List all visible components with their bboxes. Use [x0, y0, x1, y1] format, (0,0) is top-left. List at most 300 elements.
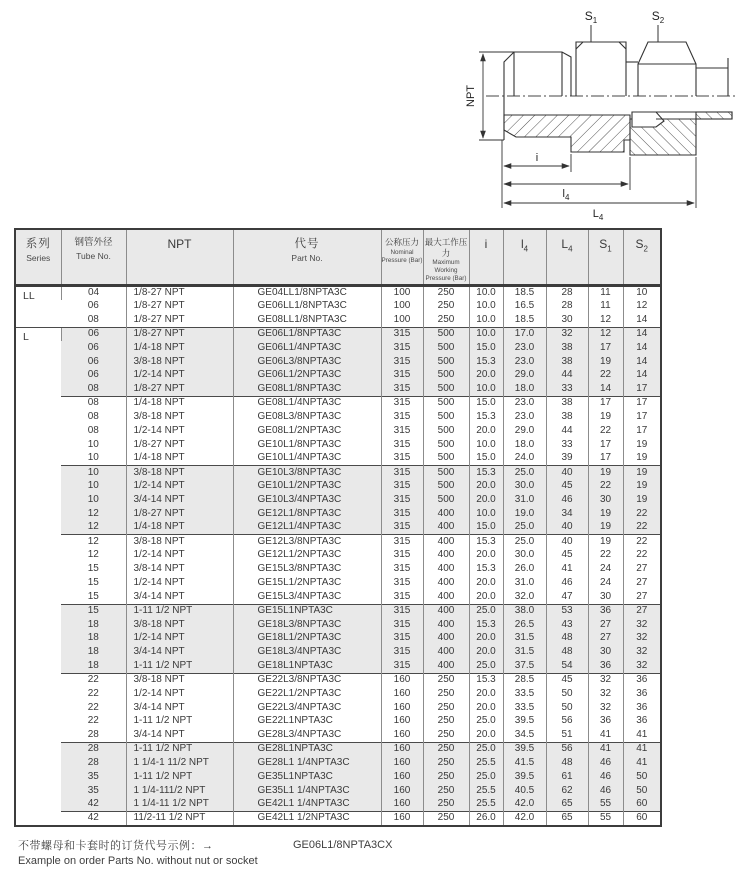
cell-tube-no: 18 — [61, 659, 126, 673]
table-row — [15, 659, 661, 673]
cell-s1: 22 — [588, 424, 623, 438]
cell-nominal-pressure: 315 — [381, 576, 423, 590]
table-row — [15, 701, 661, 715]
table-row — [15, 756, 661, 770]
cell-tube-no: 08 — [61, 383, 126, 397]
nut-s2-outline — [638, 42, 696, 96]
table-row — [15, 452, 661, 466]
cell-npt-thread: 1/8-27 NPT — [126, 507, 233, 521]
cell-l4-upper: 50 — [546, 687, 588, 701]
cell-i: 20.0 — [469, 590, 503, 604]
cell-npt-thread: 1-11 1/2 NPT — [126, 715, 233, 729]
cell-max-working-pressure: 500 — [423, 396, 469, 410]
cell-npt-thread: 1/2-14 NPT — [126, 576, 233, 590]
cell-tube-no: 04 — [61, 286, 126, 300]
cell-l4-upper: 43 — [546, 618, 588, 632]
cell-s2: 41 — [623, 756, 661, 770]
cell-max-working-pressure: 250 — [423, 756, 469, 770]
cell-s1: 19 — [588, 410, 623, 424]
cell-s2: 22 — [623, 549, 661, 563]
cell-npt-thread: 3/8-14 NPT — [126, 563, 233, 577]
cell-npt-thread: 1/4-18 NPT — [126, 452, 233, 466]
cell-nominal-pressure: 315 — [381, 493, 423, 507]
npt-label: NPT — [465, 85, 477, 107]
cell-l4-lower: 31.5 — [503, 646, 546, 660]
cell-l4-upper: 61 — [546, 770, 588, 784]
cell-l4-lower: 24.0 — [503, 452, 546, 466]
cell-l4-upper: 50 — [546, 701, 588, 715]
table-row — [15, 521, 661, 535]
cell-npt-thread: 1/2-14 NPT — [126, 479, 233, 493]
cell-part-no: GE18L1/2NPTA3C — [233, 632, 381, 646]
cell-npt-thread: 3/4-14 NPT — [126, 729, 233, 743]
cell-s1: 17 — [588, 341, 623, 355]
cell-nominal-pressure: 315 — [381, 549, 423, 563]
cell-l4-lower: 39.5 — [503, 743, 546, 757]
cell-part-no: GE42L1 1/2NPTA3C — [233, 812, 381, 826]
cell-max-working-pressure: 500 — [423, 452, 469, 466]
cell-l4-upper: 65 — [546, 798, 588, 812]
cell-i: 25.5 — [469, 756, 503, 770]
cell-s1: 14 — [588, 383, 623, 397]
cell-s2: 36 — [623, 687, 661, 701]
cell-tube-no: 18 — [61, 646, 126, 660]
cell-max-working-pressure: 400 — [423, 563, 469, 577]
cell-i: 10.0 — [469, 313, 503, 327]
table-row — [15, 286, 661, 300]
cell-max-working-pressure: 500 — [423, 355, 469, 369]
cell-max-working-pressure: 250 — [423, 300, 469, 314]
cell-s2: 19 — [623, 452, 661, 466]
cell-s1: 55 — [588, 812, 623, 826]
cell-npt-thread: 1/8-27 NPT — [126, 300, 233, 314]
cell-nominal-pressure: 315 — [381, 396, 423, 410]
cell-l4-upper: 34 — [546, 507, 588, 521]
cell-l4-upper: 46 — [546, 493, 588, 507]
parts-table — [14, 228, 662, 827]
cell-s2: 17 — [623, 383, 661, 397]
cell-s1: 22 — [588, 479, 623, 493]
cell-part-no: GE08L1/8NPTA3C — [233, 383, 381, 397]
cell-l4-lower: 31.0 — [503, 576, 546, 590]
cell-l4-upper: 53 — [546, 604, 588, 618]
cell-l4-lower: 17.0 — [503, 327, 546, 341]
cell-part-no: GE28L3/4NPTA3C — [233, 729, 381, 743]
cell-l4-lower: 23.0 — [503, 410, 546, 424]
cell-npt-thread: 1-11 1/2 NPT — [126, 604, 233, 618]
cell-npt-thread: 1/8-27 NPT — [126, 438, 233, 452]
cell-part-no: GE06L3/8NPTA3C — [233, 355, 381, 369]
cell-s2: 32 — [623, 632, 661, 646]
cell-s2: 14 — [623, 313, 661, 327]
cell-nominal-pressure: 315 — [381, 659, 423, 673]
cell-l4-lower: 38.0 — [503, 604, 546, 618]
cell-nominal-pressure: 315 — [381, 355, 423, 369]
table-row — [15, 549, 661, 563]
cell-s2: 27 — [623, 576, 661, 590]
cell-npt-thread: 3/8-18 NPT — [126, 673, 233, 687]
cell-i: 20.0 — [469, 729, 503, 743]
cell-l4-upper: 65 — [546, 812, 588, 826]
cell-l4-lower: 30.0 — [503, 549, 546, 563]
cell-l4-lower: 33.5 — [503, 701, 546, 715]
cell-l4-lower: 30.0 — [503, 479, 546, 493]
cell-nominal-pressure: 160 — [381, 673, 423, 687]
cell-max-working-pressure: 500 — [423, 466, 469, 480]
cell-i: 10.0 — [469, 507, 503, 521]
cell-l4-upper: 38 — [546, 410, 588, 424]
cell-part-no: GE28L1 1/4NPTA3C — [233, 756, 381, 770]
table-row — [15, 729, 661, 743]
cell-s1: 19 — [588, 507, 623, 521]
table-row — [15, 687, 661, 701]
cell-l4-upper: 62 — [546, 784, 588, 798]
cell-s1: 22 — [588, 369, 623, 383]
cell-i: 10.0 — [469, 438, 503, 452]
cell-s2: 22 — [623, 535, 661, 549]
cell-l4-upper: 39 — [546, 452, 588, 466]
cell-tube-no: 28 — [61, 756, 126, 770]
cell-part-no: GE06L1/8NPTA3C — [233, 327, 381, 341]
cell-s1: 46 — [588, 784, 623, 798]
cell-l4-upper: 45 — [546, 549, 588, 563]
cell-i: 20.0 — [469, 493, 503, 507]
tube-stub — [696, 58, 728, 96]
cell-i: 15.3 — [469, 535, 503, 549]
cell-nominal-pressure: 315 — [381, 327, 423, 341]
cell-nominal-pressure: 315 — [381, 632, 423, 646]
table-row — [15, 535, 661, 549]
cell-s2: 14 — [623, 369, 661, 383]
cell-s2: 36 — [623, 701, 661, 715]
cell-s1: 17 — [588, 396, 623, 410]
cell-l4-upper: 46 — [546, 576, 588, 590]
table-row — [15, 410, 661, 424]
cell-i: 20.0 — [469, 549, 503, 563]
cell-l4-upper: 33 — [546, 438, 588, 452]
cell-max-working-pressure: 250 — [423, 784, 469, 798]
col-header-part-no: 代号 Part No. — [233, 229, 381, 286]
cell-i: 20.0 — [469, 632, 503, 646]
cell-max-working-pressure: 250 — [423, 715, 469, 729]
cell-nominal-pressure: 315 — [381, 410, 423, 424]
col-header-series: 系列 Series — [15, 229, 61, 286]
table-row — [15, 424, 661, 438]
cell-s2: 32 — [623, 646, 661, 660]
cell-npt-thread: 1/4-18 NPT — [126, 341, 233, 355]
cell-part-no: GE06LL1/8NPTA3C — [233, 300, 381, 314]
cell-part-no: GE28L1NPTA3C — [233, 743, 381, 757]
cell-part-no: GE12L3/8NPTA3C — [233, 535, 381, 549]
cell-s1: 11 — [588, 286, 623, 300]
cell-max-working-pressure: 400 — [423, 632, 469, 646]
cell-s1: 19 — [588, 535, 623, 549]
col-header-i: i — [469, 229, 503, 286]
cell-l4-lower: 28.5 — [503, 673, 546, 687]
cell-part-no: GE22L3/4NPTA3C — [233, 701, 381, 715]
cell-part-no: GE06L1/2NPTA3C — [233, 369, 381, 383]
cell-npt-thread: 3/4-14 NPT — [126, 701, 233, 715]
cell-npt-thread: 1/2-14 NPT — [126, 549, 233, 563]
cell-i: 20.0 — [469, 369, 503, 383]
cell-part-no: GE15L3/8NPTA3C — [233, 563, 381, 577]
col-header-npt: NPT — [126, 229, 233, 286]
table-row — [15, 798, 661, 812]
cell-l4-upper: 48 — [546, 632, 588, 646]
cell-max-working-pressure: 400 — [423, 549, 469, 563]
cell-s1: 19 — [588, 355, 623, 369]
cell-i: 25.0 — [469, 770, 503, 784]
cell-tube-no: 08 — [61, 410, 126, 424]
cell-nominal-pressure: 100 — [381, 313, 423, 327]
cell-nominal-pressure: 100 — [381, 286, 423, 300]
cell-npt-thread: 3/4-14 NPT — [126, 590, 233, 604]
cell-s2: 12 — [623, 300, 661, 314]
cell-s1: 36 — [588, 604, 623, 618]
cell-max-working-pressure: 500 — [423, 369, 469, 383]
cell-l4-lower: 39.5 — [503, 770, 546, 784]
body-section-hatched — [504, 115, 630, 152]
cell-tube-no: 10 — [61, 452, 126, 466]
cell-s2: 17 — [623, 410, 661, 424]
cell-part-no: GE18L3/4NPTA3C — [233, 646, 381, 660]
order-note-zh: 不带螺母和卡套时的订货代号示例：→ — [18, 840, 214, 852]
cell-tube-no: 12 — [61, 535, 126, 549]
col-header-nominal-pressure: 公称压力 Nominal Pressure (Bar) — [381, 229, 423, 286]
cell-nominal-pressure: 315 — [381, 563, 423, 577]
cell-tube-no: 08 — [61, 313, 126, 327]
cell-tube-no: 28 — [61, 743, 126, 757]
cell-s2: 50 — [623, 770, 661, 784]
cell-part-no: GE15L1NPTA3C — [233, 604, 381, 618]
cell-i: 15.0 — [469, 396, 503, 410]
L4-label: $L_4$ — [592, 208, 604, 222]
cell-s2: 19 — [623, 479, 661, 493]
cell-npt-thread: 1/4-18 NPT — [126, 396, 233, 410]
table-row — [15, 479, 661, 493]
cell-l4-lower: 42.0 — [503, 812, 546, 826]
cell-nominal-pressure: 315 — [381, 604, 423, 618]
cell-s2: 17 — [623, 424, 661, 438]
cell-l4-lower: 23.0 — [503, 341, 546, 355]
cell-tube-no: 18 — [61, 618, 126, 632]
cell-npt-thread: 1 1/4-11 1/2 NPT — [126, 798, 233, 812]
cell-max-working-pressure: 400 — [423, 535, 469, 549]
cell-s2: 17 — [623, 396, 661, 410]
table-row — [15, 396, 661, 410]
cell-part-no: GE35L1 1/4NPTA3C — [233, 784, 381, 798]
cell-nominal-pressure: 315 — [381, 618, 423, 632]
cell-l4-upper: 30 — [546, 313, 588, 327]
cell-l4-upper: 38 — [546, 396, 588, 410]
order-note — [18, 837, 258, 867]
cell-nominal-pressure: 315 — [381, 438, 423, 452]
cell-npt-thread: 11/2-11 1/2 NPT — [126, 812, 233, 826]
cell-l4-lower: 42.0 — [503, 798, 546, 812]
cell-s1: 41 — [588, 729, 623, 743]
cell-s2: 22 — [623, 521, 661, 535]
cell-nominal-pressure: 315 — [381, 646, 423, 660]
cell-tube-no: 10 — [61, 479, 126, 493]
cell-l4-lower: 34.5 — [503, 729, 546, 743]
cell-max-working-pressure: 250 — [423, 687, 469, 701]
col-header-tube-no: 钢管外径 Tube No. — [61, 229, 126, 286]
cell-max-working-pressure: 500 — [423, 410, 469, 424]
cell-max-working-pressure: 400 — [423, 659, 469, 673]
cell-nominal-pressure: 315 — [381, 590, 423, 604]
cell-part-no: GE15L1/2NPTA3C — [233, 576, 381, 590]
cell-l4-upper: 38 — [546, 341, 588, 355]
cell-npt-thread: 3/8-18 NPT — [126, 618, 233, 632]
cell-s1: 46 — [588, 756, 623, 770]
cell-l4-lower: 19.0 — [503, 507, 546, 521]
cell-max-working-pressure: 500 — [423, 341, 469, 355]
cell-nominal-pressure: 315 — [381, 479, 423, 493]
cell-part-no: GE10L3/4NPTA3C — [233, 493, 381, 507]
cell-l4-upper: 28 — [546, 300, 588, 314]
cell-s1: 30 — [588, 646, 623, 660]
cell-nominal-pressure: 315 — [381, 521, 423, 535]
cell-l4-lower: 23.0 — [503, 355, 546, 369]
cell-l4-upper: 51 — [546, 729, 588, 743]
cell-s2: 36 — [623, 715, 661, 729]
cell-l4-upper: 44 — [546, 369, 588, 383]
cell-s1: 19 — [588, 466, 623, 480]
table-row — [15, 632, 661, 646]
cell-max-working-pressure: 250 — [423, 798, 469, 812]
cell-part-no: GE22L1/2NPTA3C — [233, 687, 381, 701]
cell-s2: 36 — [623, 673, 661, 687]
cell-l4-lower: 31.5 — [503, 632, 546, 646]
col-header-l4-upper: $L_4$ — [546, 229, 588, 286]
cell-l4-upper: 40 — [546, 466, 588, 480]
cell-s1: 46 — [588, 770, 623, 784]
cell-s1: 17 — [588, 438, 623, 452]
cell-nominal-pressure: 315 — [381, 369, 423, 383]
cell-npt-thread: 1/2-14 NPT — [126, 369, 233, 383]
cell-s2: 60 — [623, 798, 661, 812]
cell-s2: 32 — [623, 618, 661, 632]
cell-i: 25.5 — [469, 798, 503, 812]
cell-l4-lower: 26.5 — [503, 618, 546, 632]
cell-nominal-pressure: 315 — [381, 341, 423, 355]
cell-part-no: GE08L1/4NPTA3C — [233, 396, 381, 410]
cell-i: 15.3 — [469, 563, 503, 577]
cell-l4-upper: 48 — [546, 756, 588, 770]
cell-nominal-pressure: 315 — [381, 466, 423, 480]
cell-tube-no: 18 — [61, 632, 126, 646]
table-row — [15, 784, 661, 798]
cell-l4-upper: 40 — [546, 535, 588, 549]
table-row — [15, 313, 661, 327]
cell-s2: 41 — [623, 743, 661, 757]
cell-s2: 41 — [623, 729, 661, 743]
cell-tube-no: 06 — [61, 341, 126, 355]
col-header-s2: $S_2$ — [623, 229, 661, 286]
cell-s2: 50 — [623, 784, 661, 798]
cell-i: 15.0 — [469, 452, 503, 466]
cell-l4-lower: 32.0 — [503, 590, 546, 604]
s1-label: $S_1$ — [584, 9, 598, 25]
cell-part-no: GE12L1/4NPTA3C — [233, 521, 381, 535]
cell-l4-upper: 48 — [546, 646, 588, 660]
cell-i: 25.0 — [469, 604, 503, 618]
cell-l4-lower: 26.0 — [503, 563, 546, 577]
table-row — [15, 369, 661, 383]
cell-s2: 19 — [623, 438, 661, 452]
cell-tube-no: 15 — [61, 563, 126, 577]
cell-s2: 19 — [623, 466, 661, 480]
cell-s1: 30 — [588, 590, 623, 604]
l4-label: $l_4$ — [562, 188, 570, 202]
cell-s1: 17 — [588, 452, 623, 466]
cell-l4-upper: 41 — [546, 563, 588, 577]
table-row — [15, 618, 661, 632]
cell-s2: 14 — [623, 355, 661, 369]
cell-i: 10.0 — [469, 286, 503, 300]
cell-s2: 32 — [623, 659, 661, 673]
cell-part-no: GE18L3/8NPTA3C — [233, 618, 381, 632]
cell-tube-no: 10 — [61, 438, 126, 452]
cell-tube-no: 22 — [61, 673, 126, 687]
cell-i: 10.0 — [469, 327, 503, 341]
cell-max-working-pressure: 500 — [423, 383, 469, 397]
table-row — [15, 383, 661, 397]
cell-l4-upper: 56 — [546, 743, 588, 757]
table-row — [15, 355, 661, 369]
cell-s2: 27 — [623, 563, 661, 577]
cell-tube-no: 12 — [61, 507, 126, 521]
fitting-technical-drawing — [446, 0, 738, 222]
cell-npt-thread: 1-11 1/2 NPT — [126, 659, 233, 673]
cell-s2: 14 — [623, 341, 661, 355]
cell-tube-no: 15 — [61, 604, 126, 618]
table-row — [15, 300, 661, 314]
cell-tube-no: 35 — [61, 770, 126, 784]
cell-s1: 55 — [588, 798, 623, 812]
cell-npt-thread: 1/8-27 NPT — [126, 286, 233, 300]
cell-l4-lower: 29.0 — [503, 424, 546, 438]
parts-table-body — [15, 286, 661, 826]
cell-i: 25.5 — [469, 784, 503, 798]
cell-l4-lower: 23.0 — [503, 396, 546, 410]
cell-i: 15.0 — [469, 521, 503, 535]
series-label: LL — [15, 286, 61, 328]
cell-i: 20.0 — [469, 479, 503, 493]
cell-s1: 36 — [588, 715, 623, 729]
cell-part-no: GE10L1/2NPTA3C — [233, 479, 381, 493]
cell-tube-no: 22 — [61, 701, 126, 715]
cell-nominal-pressure: 160 — [381, 743, 423, 757]
cell-i: 15.3 — [469, 410, 503, 424]
cell-s1: 36 — [588, 659, 623, 673]
series-label: L — [15, 327, 61, 826]
cell-l4-upper: 33 — [546, 383, 588, 397]
cell-nominal-pressure: 160 — [381, 770, 423, 784]
col-header-max-working-pressure: 最大工作压力 Maximum Working Pressure (Bar) — [423, 229, 469, 286]
cell-i: 10.0 — [469, 383, 503, 397]
cell-max-working-pressure: 400 — [423, 507, 469, 521]
cell-i: 26.0 — [469, 812, 503, 826]
cell-max-working-pressure: 250 — [423, 286, 469, 300]
cell-nominal-pressure: 160 — [381, 701, 423, 715]
cell-s1: 32 — [588, 673, 623, 687]
cell-npt-thread: 1/2-14 NPT — [126, 424, 233, 438]
cell-part-no: GE10L1/4NPTA3C — [233, 452, 381, 466]
cell-nominal-pressure: 160 — [381, 687, 423, 701]
cell-tube-no: 28 — [61, 729, 126, 743]
cell-max-working-pressure: 250 — [423, 313, 469, 327]
